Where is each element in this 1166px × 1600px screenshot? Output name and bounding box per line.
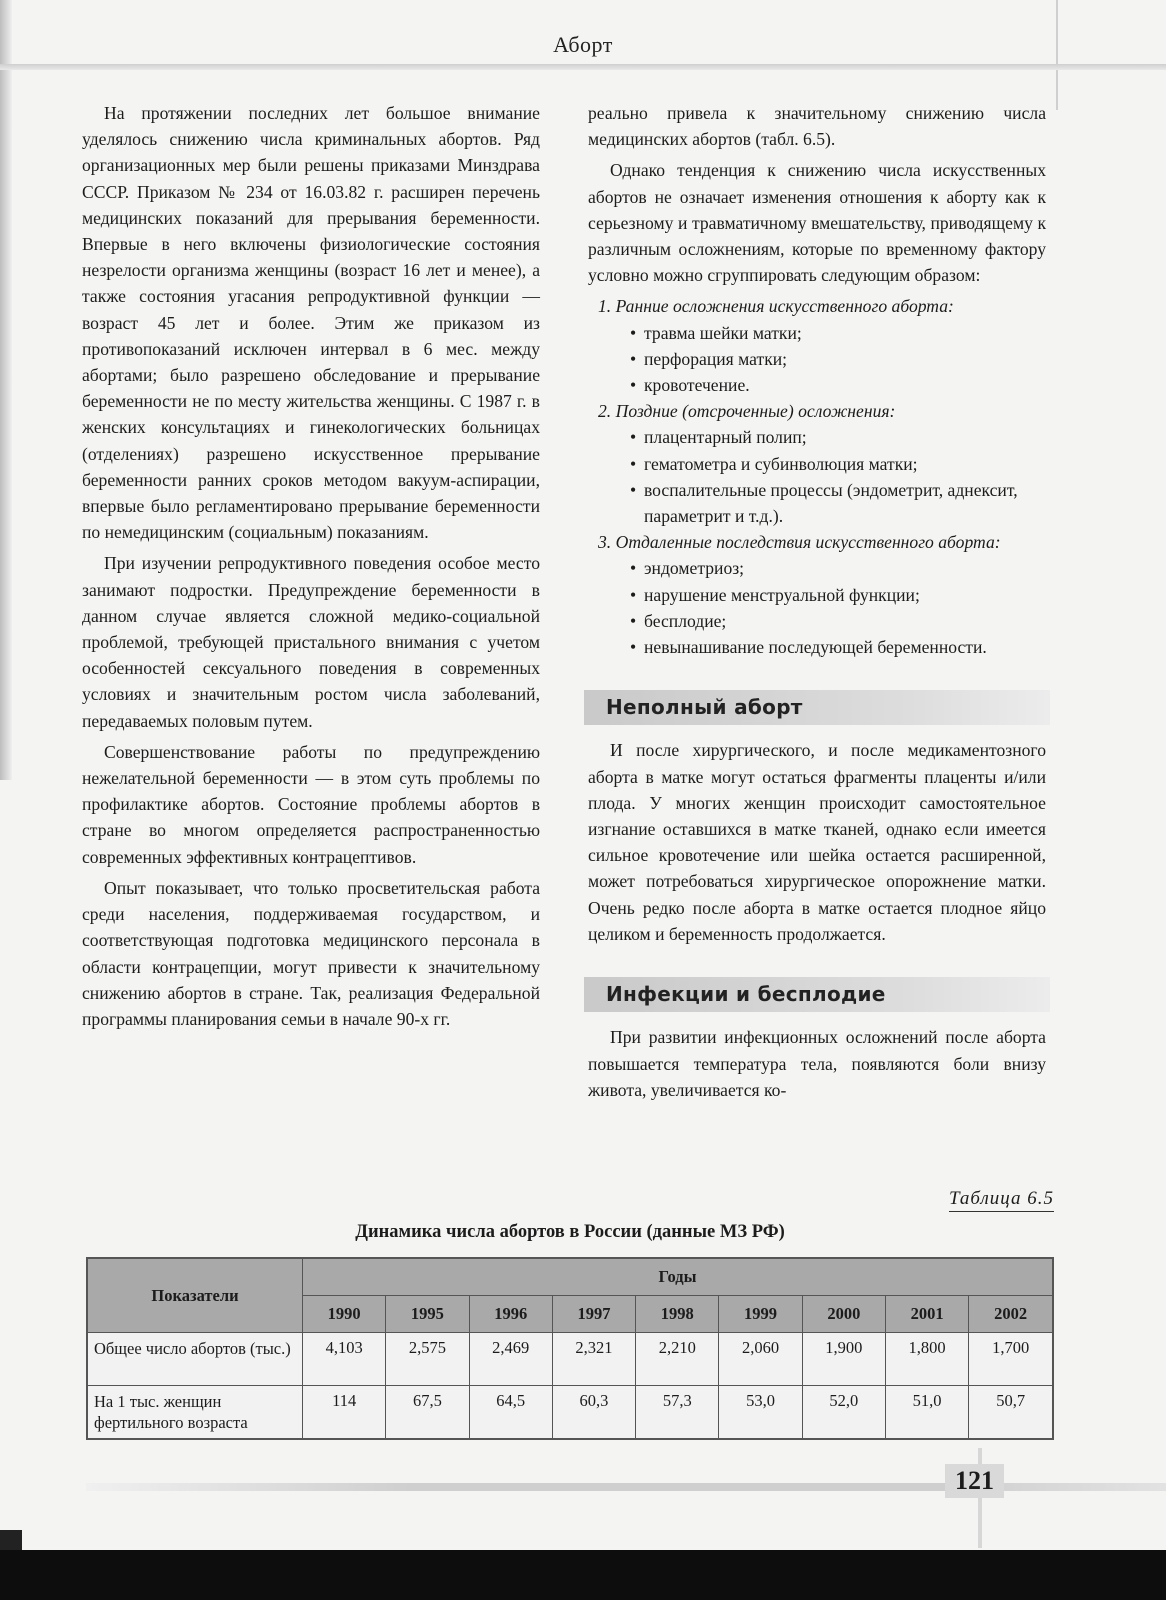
left-column: [82, 100, 540, 1037]
table-cell: 1,700: [969, 1333, 1053, 1386]
list-item-text: кровотечение.: [644, 375, 750, 396]
list-item: [630, 555, 1046, 581]
list-item-text: гематометра и субинволюция матки;: [644, 453, 918, 474]
table-cell: 1,800: [885, 1333, 968, 1386]
group-title-text: Ранние осложнения искусственного аборта:: [615, 296, 954, 317]
table-cell: 2,575: [386, 1333, 469, 1386]
list-item: [630, 451, 1046, 477]
year-header: 1997: [552, 1296, 635, 1333]
section-heading-infections: Инфекции и бесплодие: [584, 977, 1050, 1012]
list-item: [630, 346, 1046, 372]
abortion-statistics-table: [86, 1257, 1054, 1440]
year-header: 2001: [885, 1296, 968, 1333]
left-paragraph-2: При изучении репродуктивного поведения особое место занимают подростки. Предупреждение беременности в данном случае является сложной медико-социальной проблемой, требующей пристального внимания с учетом особенностей сексуального поведения в современных условиях и значительным ростом числа заболеваний, передаваемых половым путем.: [82, 553, 540, 731]
bullet-icon: •: [630, 348, 637, 369]
table-cell: 60,3: [552, 1386, 635, 1440]
row-label: На 1 тыс. женщин фертильного возраста: [87, 1386, 303, 1440]
list-item: [630, 424, 1046, 450]
header-rule: [0, 64, 1166, 70]
table-cell: 114: [303, 1386, 386, 1440]
complication-group-title: [588, 529, 1046, 555]
bullet-icon: •: [630, 479, 637, 500]
bullet-icon: •: [630, 637, 637, 658]
section-2-paragraph: При развитии инфекционных осложнений после аборта повышается температура тела, появляются боли внизу живота, увеличивается ко-: [588, 1027, 1046, 1100]
header-years: Годы: [303, 1258, 1054, 1296]
bullet-icon: •: [630, 375, 637, 396]
list-item-text: перфорация матки;: [644, 348, 788, 369]
list-item: [630, 320, 1046, 346]
list-item-text: нарушение менструальной функции;: [644, 584, 920, 605]
left-paragraph-4: Опыт показывает, что только просветительская работа среди населения, поддерживаемая государством, и соответствующая подготовка медицинского персонала в области контрацепции, могут привести к значительному снижению абортов в стране. Так, реализация Федеральной программы планирования семьи в начале 90-х гг.: [82, 877, 540, 1029]
table-cell: 2,210: [636, 1333, 719, 1386]
year-header: 2002: [969, 1296, 1053, 1333]
bullet-icon: •: [630, 558, 637, 579]
table-cell: 2,060: [719, 1333, 802, 1386]
list-item-text: эндометриоз;: [644, 558, 745, 579]
group-title-text: Отдаленные последствия искусственного аборта:: [615, 532, 1001, 553]
list-item-text: травма шейки матки;: [644, 322, 802, 343]
complication-group: [588, 293, 1046, 398]
list-item-text: плацентарный полип;: [644, 427, 807, 448]
scan-bottom-band: [0, 1550, 1166, 1600]
header-indicators: Показатели: [87, 1258, 303, 1333]
table-cell: 2,321: [552, 1333, 635, 1386]
list-item: [630, 634, 1046, 660]
bullet-icon: •: [630, 584, 637, 605]
complication-group: [588, 529, 1046, 660]
bullet-icon: •: [630, 453, 637, 474]
table-cell: 67,5: [386, 1386, 469, 1440]
table-caption: Таблица 6.5: [949, 1188, 1054, 1212]
list-item: [630, 477, 1046, 529]
right-continuation: реально привела к значительному снижению числа медицинских абортов (табл. 6.5).: [588, 103, 1046, 150]
list-item-text: невынашивание последующей беременности.: [644, 637, 987, 658]
footer-rule: [86, 1483, 1166, 1491]
year-header: 2000: [802, 1296, 885, 1333]
table-row: [87, 1386, 1053, 1440]
complication-group-title: [588, 398, 1046, 424]
table-cell: 50,7: [969, 1386, 1053, 1440]
table-title: Динамика числа абортов в России (данные МЗ РФ): [355, 1222, 785, 1242]
bullet-icon: •: [630, 322, 637, 343]
table-cell: 52,0: [802, 1386, 885, 1440]
year-header: 1996: [469, 1296, 552, 1333]
table-cell: 51,0: [885, 1386, 968, 1440]
complication-group: [588, 398, 1046, 529]
right-column: [588, 100, 1046, 1108]
left-paragraph-3: Совершенствование работы по предупреждению нежелательной беременности — в этом суть проблемы по профилактике абортов. Состояние проблемы абортов в стране во многом определяется распространенностью современных эффективных контрацептивов.: [82, 741, 540, 867]
group-number: 1.: [598, 296, 612, 317]
table-cell: 53,0: [719, 1386, 802, 1440]
table-header-row: [87, 1258, 1053, 1296]
list-item-text: воспалительные процессы (эндометрит, аднексит, параметрит и т.д.).: [644, 479, 1018, 527]
section-1-paragraph: И после хирургического, и после медикаментозного аборта в матке могут остаться фрагменты плаценты и/или плода. У многих женщин происходит самостоятельное изгнание оставшихся в матке тканей, однако если имеется сильное кровотечение или шейка остается расширенной, может потребоваться хирургическое опорожнение матки. Очень редко после аборта в матке остается плодное яйцо целиком и беременность продолжается.: [588, 740, 1046, 944]
right-paragraph-1: Однако тенденция к снижению числа искусственных абортов не означает изменения отношения к аборту как к серьезному и травматичному вмешательству, приводящему к различным осложнениям, которые по временному фактору условно можно сгруппировать следующим образом:: [588, 160, 1046, 286]
complication-group-title: [588, 293, 1046, 319]
running-head: Аборт: [553, 32, 613, 57]
page-number: 121: [945, 1464, 1004, 1498]
group-number: 3.: [598, 532, 612, 553]
complications-list: [588, 293, 1046, 660]
year-header: 1999: [719, 1296, 802, 1333]
list-item: [630, 372, 1046, 398]
table-cell: 1,900: [802, 1333, 885, 1386]
table-cell: 64,5: [469, 1386, 552, 1440]
section-heading-incomplete-abortion: Неполный аборт: [584, 690, 1050, 725]
year-header: 1990: [303, 1296, 386, 1333]
list-item-text: бесплодие;: [644, 610, 727, 631]
footer-mark: [978, 1448, 982, 1548]
group-title-text: Поздние (отсроченные) осложнения:: [615, 401, 896, 422]
row-label: Общее число абортов (тыс.): [87, 1333, 303, 1386]
year-header: 1995: [386, 1296, 469, 1333]
scan-corner-mark: [0, 1530, 22, 1550]
table-cell: 2,469: [469, 1333, 552, 1386]
table-cell: 57,3: [636, 1386, 719, 1440]
table-row: [87, 1333, 1053, 1386]
group-number: 2.: [598, 401, 612, 422]
list-item: [630, 608, 1046, 634]
left-paragraph-1: На протяжении последних лет большое внимание уделялось снижению числа криминальных абортов. Ряд организационных мер были решены приказами Минздрава СССР. Приказом № 234 от 16.03.82 г. расширен перечень медицинских показаний для прерывания беременности. Впервые в него включены физиологические состояния незрелости организма женщины (возраст 16 лет и менее), а также состояния угасания репродуктивной функции — возраст 45 лет и более. Этим же приказом из противопоказаний исключен интервал в 6 мес. между абортами; было разрешено обследование и прерывание беременности не по месту жительства женщины. С 1987 г. в женских консультациях и гинекологических больницах (отделениях) разрешено искусственное прерывание беременности ранних сроков методом вакуум-аспирации, впервые было регламентировано прерывание беременности по немедицинским (социальным) показаниям.: [82, 103, 540, 543]
bullet-icon: •: [630, 610, 637, 631]
list-item: [630, 582, 1046, 608]
bullet-icon: •: [630, 427, 637, 448]
page-edge-shadow: [0, 0, 12, 780]
year-header: 1998: [636, 1296, 719, 1333]
table-cell: 4,103: [303, 1333, 386, 1386]
